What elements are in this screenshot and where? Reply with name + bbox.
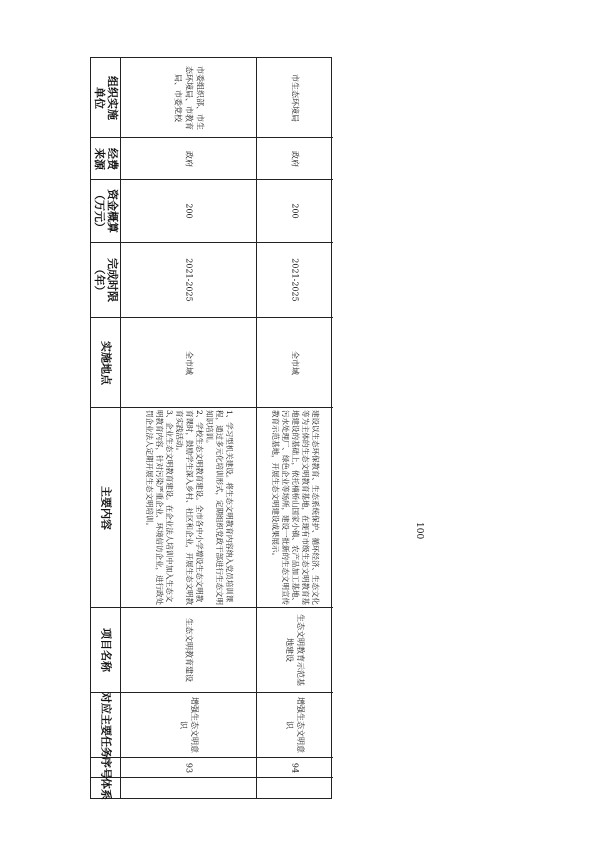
period-cell [121, 243, 256, 318]
header-funding: 经费来源 [92, 147, 119, 170]
table-row [257, 58, 333, 798]
content-cell [257, 408, 333, 608]
org: 市委组织部、市生态环境局、市教育局、市委党校 [173, 65, 204, 130]
period: 2021-2025 [290, 258, 300, 302]
seq: 94 [290, 762, 300, 773]
content-cell [121, 408, 256, 608]
system-cell [121, 778, 256, 800]
header-seq: 序号 [99, 756, 112, 779]
page-number: 100 [414, 522, 424, 540]
header-task: 对应主要任务 [99, 692, 112, 758]
header-system: 体系 [99, 778, 112, 800]
seq: 93 [184, 762, 193, 773]
funding-cell [257, 138, 333, 180]
table-header [91, 58, 121, 798]
project-cell [257, 608, 333, 693]
location-cell [257, 318, 333, 408]
header-content-cell [91, 408, 120, 608]
budget: 200 [290, 203, 300, 219]
task: 增强生态文明意识 [178, 697, 199, 753]
content: 1、学习型机关建设。将生态文明教育内容纳入党员培训课程，通过多元化培训形式，定期组织党政干部进行生态文明知识培训。 2、学校生态文明教育建设。全市各中小学增设生态文明教育课时，鼓励学生深入乡村、社区和企业，开展生态文明教育实践活动。 3、企业生态文明教育建设。在企业法人培训中加入生态文明教育内容，针对污染严重企业、环境信访企业，进行政处罚企业法人定期开展生态文明培训。 [144, 409, 234, 605]
period-cell [257, 243, 333, 318]
funding: 政府 [290, 150, 300, 167]
system-cell [257, 778, 333, 800]
header-location-cell [91, 318, 120, 408]
project: 生态文明教育示范基地建设 [285, 614, 305, 686]
content: 建设以生态环保教育、生态系统保护、循环经济、生态文化等为主体的生态文明教育基地，在现有市级生态文明教育基地建设的基础上，依托楠桥山国家小镇、农产品加工基地、污水处理厂、绿色企业等场所，建设一批新的生态文明宣传教育示范基地，开展生态文明建设成果展示。 [271, 409, 320, 605]
header-budget: 资金概算（万元） [92, 189, 119, 233]
org: 市生态环境局 [290, 73, 300, 122]
org-cell [121, 58, 256, 138]
header-content: 主要内容 [99, 485, 112, 530]
location: 全市域 [184, 350, 193, 375]
header-system-cell [91, 778, 120, 800]
budget-cell [257, 180, 333, 243]
task: 增强生态文明意识 [285, 697, 305, 753]
task-cell [121, 693, 256, 758]
period: 2021-2025 [184, 258, 193, 302]
header-org-cell [91, 58, 120, 138]
header-period: 完成时限（年） [92, 258, 119, 302]
funding-cell [121, 138, 256, 180]
header-location: 实施地点 [99, 340, 112, 385]
task-cell [257, 693, 333, 758]
budget-cell [121, 180, 256, 243]
seq-cell [121, 758, 256, 778]
project-cell [121, 608, 256, 693]
org-cell [257, 58, 333, 138]
location: 全市域 [290, 350, 300, 375]
header-project-cell [91, 608, 120, 693]
header-period-cell [91, 243, 120, 318]
header-budget-cell [91, 180, 120, 243]
seq-cell [257, 758, 333, 778]
header-funding-cell [91, 138, 120, 180]
header-task-cell [91, 693, 120, 758]
header-project: 项目名称 [99, 628, 112, 672]
project: 生态文明教育建设 [184, 618, 193, 682]
project-table [90, 57, 332, 799]
funding: 政府 [184, 150, 193, 167]
header-org: 组织实施单位 [92, 75, 119, 120]
budget: 200 [184, 203, 193, 219]
location-cell [121, 318, 256, 408]
table-row [121, 58, 257, 798]
header-seq-cell [91, 758, 120, 778]
